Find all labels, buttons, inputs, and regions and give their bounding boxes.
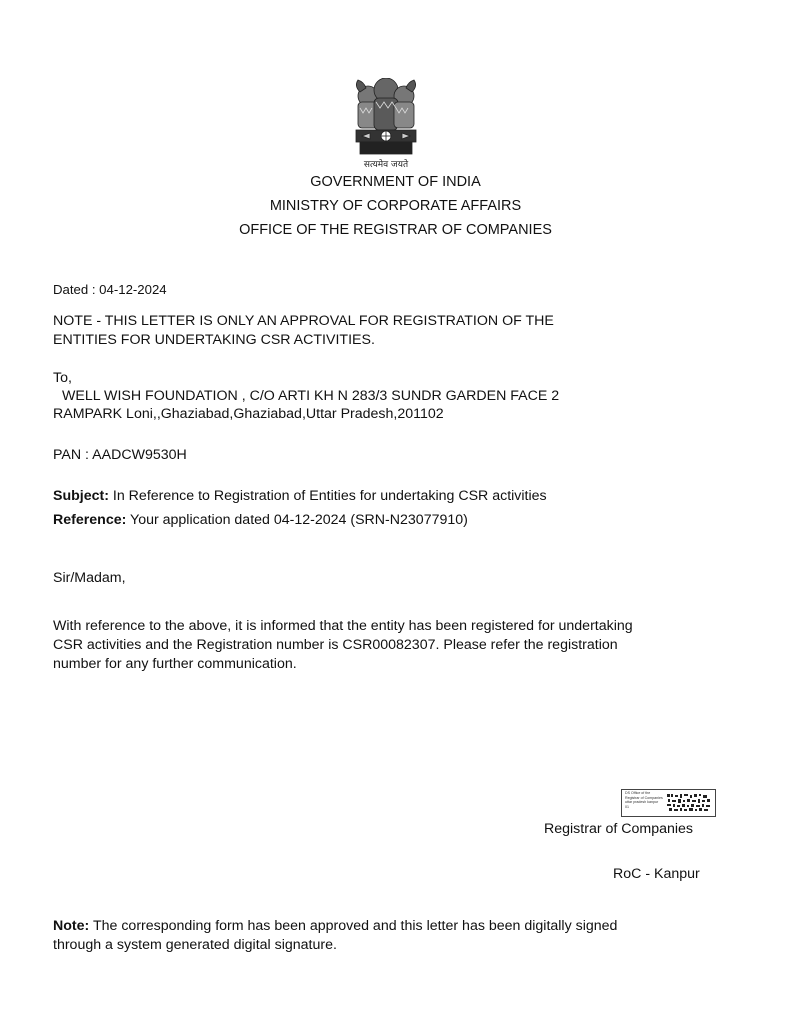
digital-signature-stamp xyxy=(621,789,716,817)
subject-text: In Reference to Registration of Entities for undertaking CSR activities xyxy=(108,488,547,504)
salutation: Sir/Madam, xyxy=(53,570,126,586)
signature-stamp-text: DS Office of the Registrar of Companies uttar pradesh kanpur 01 xyxy=(625,791,663,809)
address-line-2: RAMPARK Loni,,Ghaziabad,Ghaziabad,Uttar Pradesh,201102 xyxy=(53,406,444,422)
footer-note-label: Note: xyxy=(53,918,90,934)
emblem-motto: सत्यमेव जयते xyxy=(363,160,409,170)
body-line-1: With reference to the above, it is informed that the entity has been registered for undertaking xyxy=(53,618,633,634)
signature-barcode-icon xyxy=(667,794,711,812)
reference-line xyxy=(53,511,468,530)
address-to: To, xyxy=(53,370,72,386)
footer-note-line-1 xyxy=(53,917,617,936)
header-government: GOVERNMENT OF INDIA xyxy=(310,174,481,190)
note-line-2: ENTITIES FOR UNDERTAKING CSR ACTIVITIES. xyxy=(53,332,375,348)
header-office: OFFICE OF THE REGISTRAR OF COMPANIES xyxy=(239,222,552,238)
subject-line xyxy=(53,487,547,506)
footer-note-text-1: The corresponding form has been approved and this letter has been digitally signed xyxy=(89,918,618,934)
body-line-2: CSR activities and the Registration number is CSR00082307. Please refer the registration xyxy=(53,637,618,653)
body-line-3: number for any further communication. xyxy=(53,656,297,672)
reference-label: Reference: xyxy=(53,512,127,528)
date-line: Dated : 04-12-2024 xyxy=(53,282,167,297)
signatory-office: RoC - Kanpur xyxy=(613,866,700,882)
header-ministry: MINISTRY OF CORPORATE AFFAIRS xyxy=(269,198,522,214)
reference-text: Your application dated 04-12-2024 (SRN-N23077910) xyxy=(126,512,468,528)
footer-note-line-2: through a system generated digital signature. xyxy=(53,937,337,953)
signatory-title: Registrar of Companies xyxy=(544,821,694,837)
address-line-1: WELL WISH FOUNDATION , C/O ARTI KH N 283/3 SUNDR GARDEN FACE 2 xyxy=(62,388,560,404)
note-line-1: NOTE - THIS LETTER IS ONLY AN APPROVAL FOR REGISTRATION OF THE xyxy=(53,313,554,329)
pan-number: PAN : AADCW9530H xyxy=(53,447,187,463)
subject-label: Subject: xyxy=(53,488,109,504)
national-emblem-icon xyxy=(338,78,434,168)
